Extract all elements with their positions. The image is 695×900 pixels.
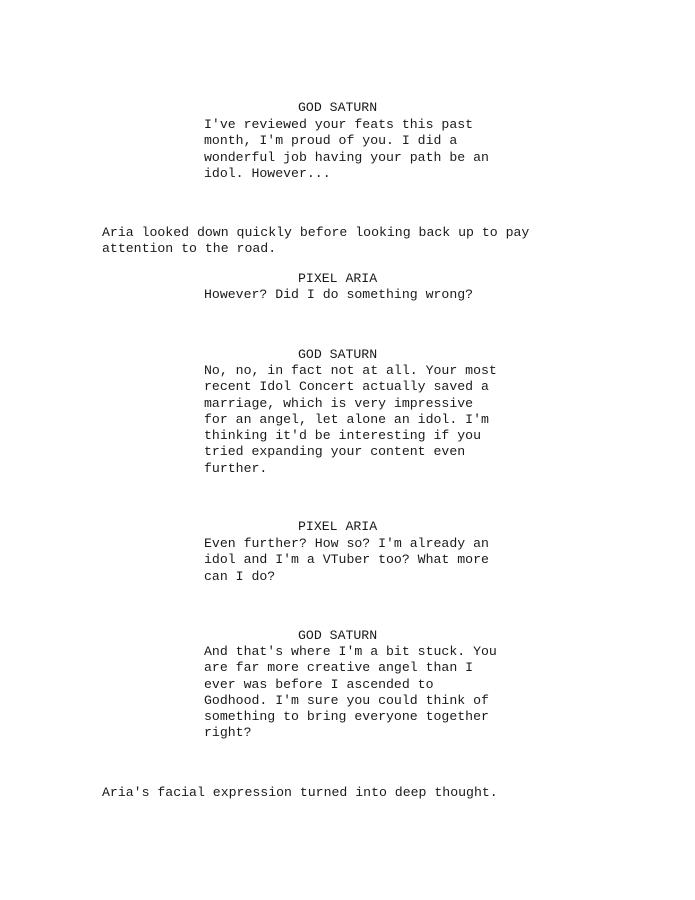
dialogue-god-saturn: And that's where I'm a bit stuck. You are far more creative angel than I ever was before I ascended to Godhood. I'm sure you could think of something to bring everyone together right? — [204, 644, 497, 741]
character-name-god-saturn: GOD SATURN — [298, 100, 378, 115]
character-name-pixel-aria: PIXEL ARIA — [298, 519, 378, 534]
dialogue-pixel-aria: However? Did I do something wrong? — [204, 287, 474, 302]
action-line: Aria's facial expression turned into deep thought. — [102, 785, 498, 800]
character-name-god-saturn: GOD SATURN — [298, 347, 378, 362]
character-name-god-saturn: GOD SATURN — [298, 628, 378, 643]
character-name-pixel-aria: PIXEL ARIA — [298, 271, 378, 286]
dialogue-god-saturn: I've reviewed your feats this past month, I'm proud of you. I did a wonderful job having your path be an idol. However... — [204, 117, 489, 181]
dialogue-god-saturn: No, no, in fact not at all. Your most recent Idol Concert actually saved a marriage, which is very impressive for an angel, let alone an idol. I'm thinking it'd be interesting if you tried expanding your content even further. — [204, 363, 497, 476]
action-line: Aria looked down quickly before looking back up to pay attention to the road. — [102, 225, 530, 257]
dialogue-pixel-aria: Even further? How so? I'm already an idol and I'm a VTuber too? What more can I do? — [204, 536, 489, 584]
